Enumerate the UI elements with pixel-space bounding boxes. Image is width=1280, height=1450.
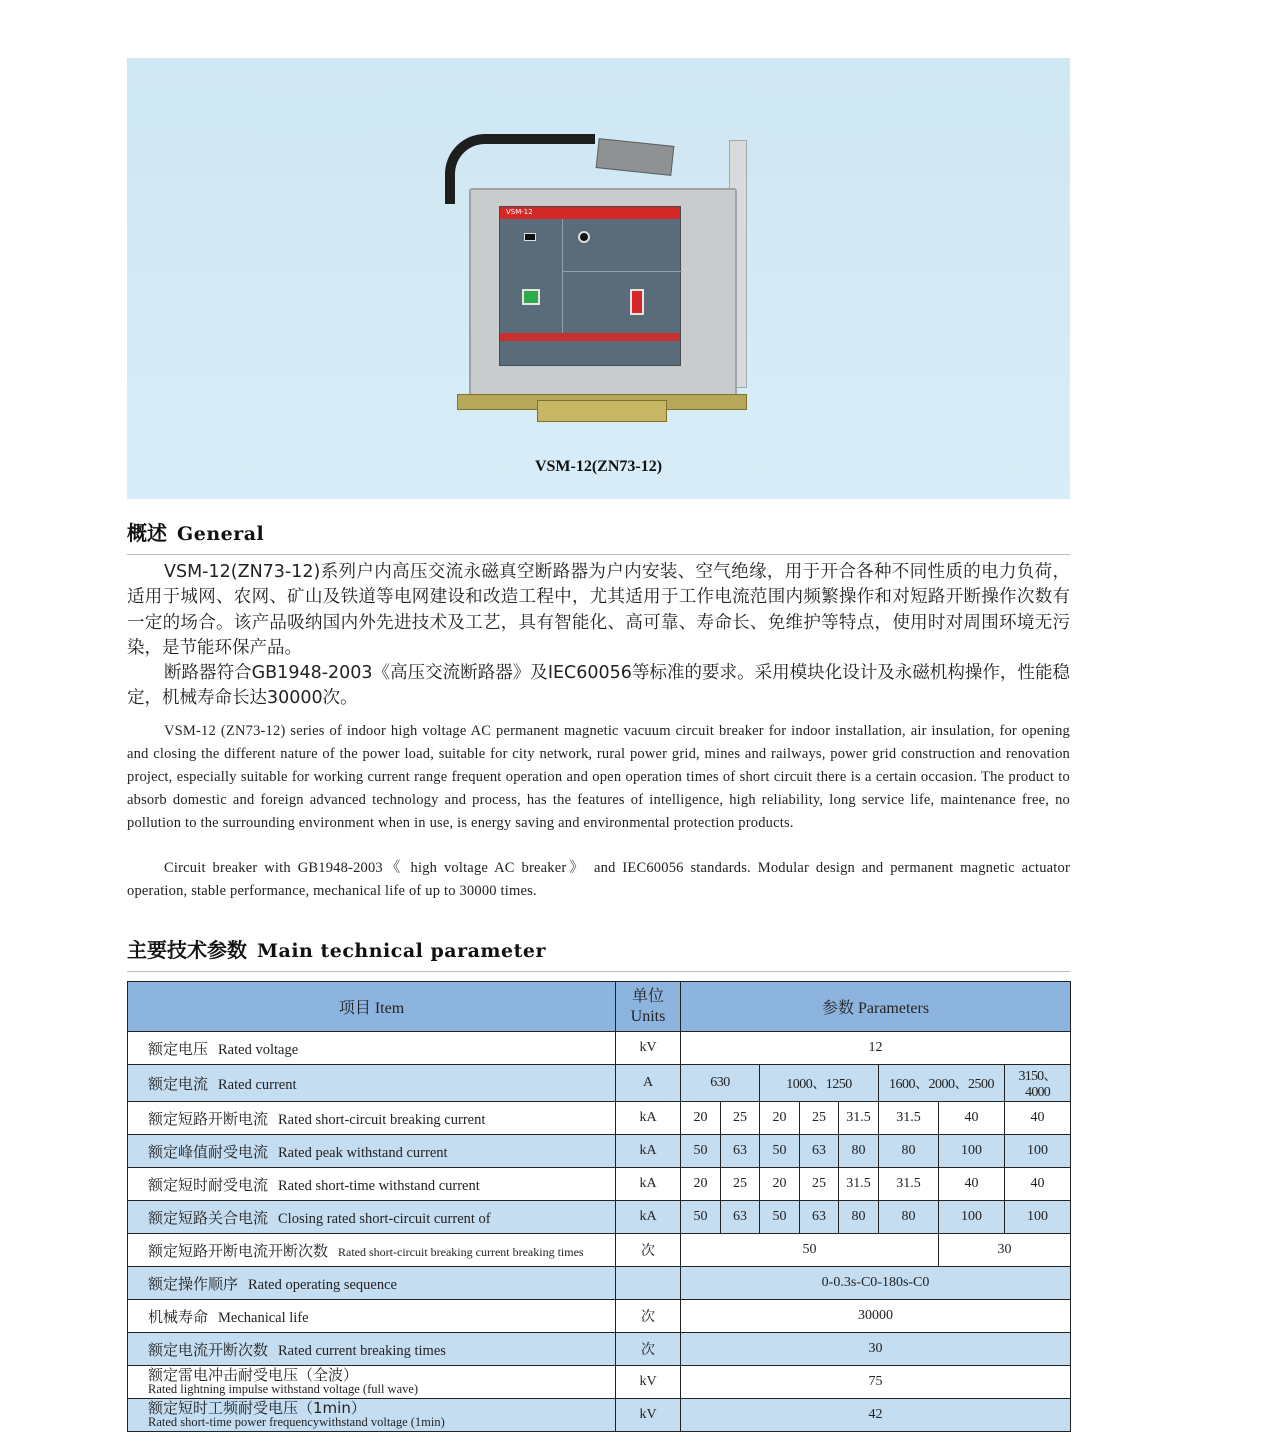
row-label: 额定电压 Rated voltage: [128, 1032, 616, 1065]
table-row: [128, 1366, 1071, 1399]
row-unit: [616, 1267, 681, 1300]
row-value: 3150、4000: [1005, 1065, 1071, 1102]
row-unit: 次: [616, 1333, 681, 1366]
row-unit: 次: [616, 1234, 681, 1267]
table-row: [128, 1201, 1071, 1234]
row-value: 80: [879, 1201, 939, 1234]
parameter-table: [127, 981, 1071, 1432]
row-value: 50: [760, 1201, 800, 1234]
row-label: 额定短路关合电流 Closing rated short-circuit current of: [128, 1201, 616, 1234]
row-unit: kA: [616, 1201, 681, 1234]
row-value: 63: [721, 1201, 760, 1234]
row-value: 1600、2000、2500: [879, 1065, 1005, 1102]
row-value: 75: [681, 1366, 1071, 1399]
row-unit: kV: [616, 1366, 681, 1399]
row-value: 50: [681, 1201, 721, 1234]
row-value: 42: [681, 1399, 1071, 1432]
table-row: [128, 1065, 1071, 1102]
row-value: 80: [839, 1201, 879, 1234]
general-heading: [127, 517, 1070, 555]
row-value: 63: [800, 1201, 839, 1234]
row-value: 31.5: [879, 1102, 939, 1135]
table-row: [128, 1168, 1071, 1201]
row-label: 机械寿命 Mechanical life: [128, 1300, 616, 1333]
row-value: 50: [681, 1234, 939, 1267]
params-heading-cn: 主要技术参数: [127, 938, 247, 962]
row-value: 40: [1005, 1168, 1071, 1201]
table-row: [128, 1234, 1071, 1267]
header-units-en: Units: [630, 1007, 666, 1025]
row-value: 80: [879, 1135, 939, 1168]
row-value: 40: [939, 1168, 1005, 1201]
table-row: [128, 1399, 1071, 1432]
circuit-breaker-image: [457, 128, 757, 428]
row-unit: A: [616, 1065, 681, 1102]
row-unit: kV: [616, 1032, 681, 1065]
general-cn-paragraph-1: VSM-12(ZN73-12)系列户内高压交流永磁真空断路器为户内安装、空气绝缘，用于开合各种不同性质的电力负荷，适用于城网、农网、矿山及铁道等电网建设和改造工程中，尤其适用于工作电流范围内频繁操作和对短路开断操作次数有一定的场合。该产品吸纳国内外先进技术及工艺，具有智能化、高可靠、寿命长、免维护等特点，使用时对周围环境无污染，是节能环保产品。: [127, 562, 1070, 658]
row-value: 25: [721, 1168, 760, 1201]
row-value: 12: [681, 1032, 1071, 1065]
general-en-paragraph-2: Circuit breaker with GB1948-2003《 high voltage AC breaker》 and IEC60056 standards. Modular design and permanent magnetic actuator operation, stable performance, mechanical life of up to 30000 times.: [127, 860, 1070, 899]
row-label: 额定短时工频耐受电压（1min） Rated short-time power frequencywithstand voltage (1min): [128, 1399, 616, 1432]
row-value: 100: [1005, 1201, 1071, 1234]
row-value: 31.5: [839, 1102, 879, 1135]
row-value: 63: [800, 1135, 839, 1168]
general-cn-paragraph-2: 断路器符合GB1948-2003《高压交流断路器》及IEC60056等标准的要求。采用模块化设计及永磁机构操作，性能稳定，机械寿命长达30000次。: [127, 663, 1070, 709]
row-unit: kA: [616, 1168, 681, 1201]
table-row: [128, 1267, 1071, 1300]
plug-image: [596, 138, 675, 176]
row-value: 40: [1005, 1102, 1071, 1135]
table-header-row: [128, 982, 1071, 1032]
dial-indicator: [578, 231, 590, 243]
row-value: 30: [681, 1333, 1071, 1366]
breaker-base-carriage: [537, 400, 667, 422]
header-units-cn: 单位: [631, 987, 664, 1005]
row-value: 20: [760, 1168, 800, 1201]
product-photo-panel: [127, 58, 1070, 499]
table-row: [128, 1333, 1071, 1366]
row-value: 50: [760, 1135, 800, 1168]
row-value: 630: [681, 1065, 760, 1102]
params-heading-en: Main technical parameter: [257, 940, 546, 962]
panel-model-label: VSM-12: [506, 208, 533, 216]
row-label: 额定短时耐受电流 Rated short-time withstand current: [128, 1168, 616, 1201]
row-value: 30000: [681, 1300, 1071, 1333]
panel-divider: [562, 271, 682, 272]
red-switch: [630, 289, 644, 315]
header-parameters: 参数 Parameters: [681, 982, 1071, 1032]
row-label: 额定短路开断电流开断次数 Rated short-circuit breaking current breaking times: [128, 1234, 616, 1267]
row-label: 额定峰值耐受电流 Rated peak withstand current: [128, 1135, 616, 1168]
row-value: 31.5: [839, 1168, 879, 1201]
row-label: 额定电流 Rated current: [128, 1065, 616, 1102]
header-units: [616, 982, 681, 1032]
table-row: [128, 1102, 1071, 1135]
general-heading-en: General: [177, 523, 265, 545]
panel-divider: [562, 219, 563, 333]
table-row: [128, 1135, 1071, 1168]
counter-window: [524, 233, 536, 241]
panel-red-bar: [500, 207, 680, 219]
row-value: 1000、1250: [760, 1065, 879, 1102]
row-label: 额定操作顺序 Rated operating sequence: [128, 1267, 616, 1300]
row-value: 20: [681, 1168, 721, 1201]
header-item: 项目 Item: [128, 982, 616, 1032]
table-row: [128, 1032, 1071, 1065]
general-heading-cn: 概述: [127, 521, 167, 545]
row-value: 25: [721, 1102, 760, 1135]
row-value: 100: [939, 1201, 1005, 1234]
row-value: 0-0.3s-C0-180s-C0: [681, 1267, 1071, 1300]
params-heading: [127, 934, 1070, 972]
row-label: 额定短路开断电流 Rated short-circuit breaking current: [128, 1102, 616, 1135]
row-unit: 次: [616, 1300, 681, 1333]
row-value: 31.5: [879, 1168, 939, 1201]
row-value: 100: [939, 1135, 1005, 1168]
row-label: 额定雷电冲击耐受电压（全波） Rated lightning impulse withstand voltage (full wave): [128, 1366, 616, 1399]
row-unit: kA: [616, 1102, 681, 1135]
row-value: 25: [800, 1102, 839, 1135]
green-button: [522, 289, 540, 305]
breaker-front-panel: [499, 206, 681, 366]
row-value: 40: [939, 1102, 1005, 1135]
row-unit: kV: [616, 1399, 681, 1432]
row-unit: kA: [616, 1135, 681, 1168]
panel-red-band: [500, 333, 680, 341]
product-caption: VSM-12(ZN73-12): [534, 458, 663, 475]
row-label: 额定电流开断次数 Rated current breaking times: [128, 1333, 616, 1366]
general-en-paragraph-1: VSM-12 (ZN73-12) series of indoor high voltage AC permanent magnetic vacuum circuit breaker for indoor installation, air insulation, for opening and closing the different nature of the power load, suitable for city network, rural power grid, mines and railways, power grid construction and renovation project, especially suitable for working current range frequent operation and open operation times of short circuit there is a certain occasion. The product to absorb domestic and foreign advanced technology and process, has the features of intelligence, high reliability, long service life, maintenance free, no pollution to the surrounding environment when in use, is energy saving and environmental protection products.: [127, 723, 1070, 831]
row-value: 63: [721, 1135, 760, 1168]
row-value: 20: [760, 1102, 800, 1135]
row-value: 50: [681, 1135, 721, 1168]
row-value: 30: [939, 1234, 1071, 1267]
row-value: 25: [800, 1168, 839, 1201]
table-row: [128, 1300, 1071, 1333]
row-value: 20: [681, 1102, 721, 1135]
row-value: 80: [839, 1135, 879, 1168]
row-value: 100: [1005, 1135, 1071, 1168]
